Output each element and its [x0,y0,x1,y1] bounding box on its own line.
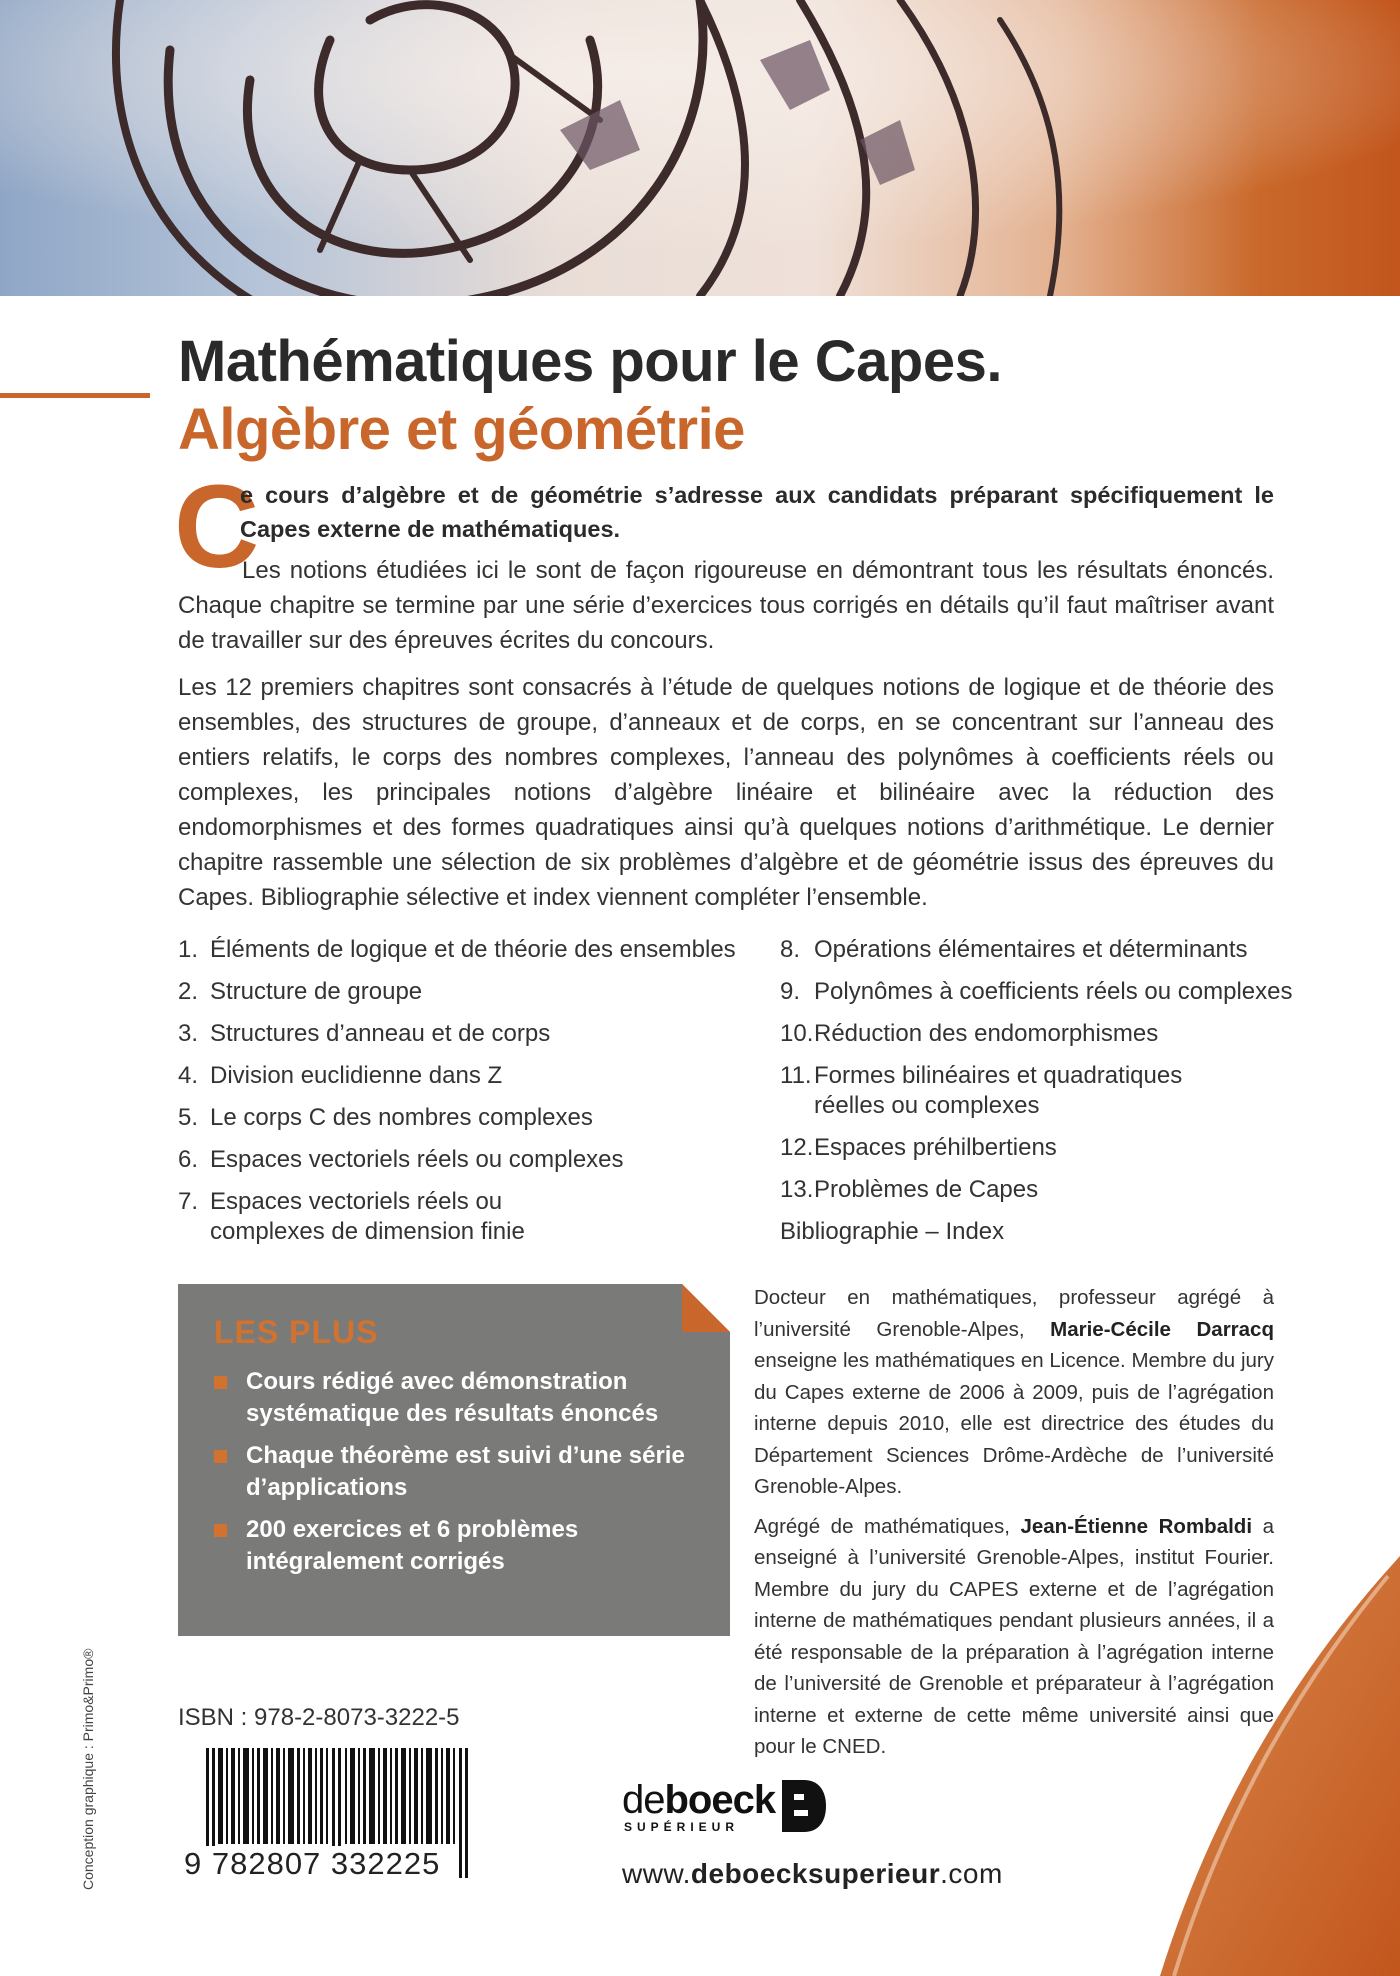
square-bullet-icon [214,1524,227,1537]
drop-cap: C [174,461,260,593]
chapter-item: 13. Problèmes de Capes [780,1176,1039,1203]
book-subtitle: Algèbre et géométrie [178,397,745,462]
chapter-item: 2. Structure de groupe [178,978,423,1005]
chapter-item: 10. Réduction des endomorphismes [780,1020,1159,1047]
author-bio-2: Agrégé de mathématiques, Jean-Étienne Rombaldi a enseigné à l’université Grenoble-Alpes, institut Fourier. Membre du jury du CAPES externe et de l’agrégation interne de mathématiques pendant plusieurs années, il a été responsable de la préparation à l’agrégation interne de l’université de Grenoble et préparateur à l’agrégation interne et externe de cette même université ainsi que pour le CNED. [754,1514,1275,1758]
chapter-item: 1. Éléments de logique et de théorie des ensembles [178,936,736,963]
chapter-item: 4. Division euclidienne dans Z [178,1062,503,1089]
author-bio-1: Docteur en mathématiques, professeur agrégé à l’université Grenoble-Alpes, Marie-Cécile Darracq enseigne les mathématiques en Licence. Membre du jury du Capes externe de 2006 à 2009, puis de l’agrégation interne depuis 2010, elle est directrice des études du Département Sciences Drôme-Ardèche de l’université Grenoble-Alpes. [754,1286,1274,1498]
author-name-2: Jean-Étienne Rombaldi [1020,1514,1253,1538]
highlights-box [178,1284,730,1636]
publisher-website[interactable]: www.deboecksuperieur.com [622,1858,1003,1889]
bibliography-index: Bibliographie – Index [780,1218,1005,1245]
chapter-item: 11. Formes bilinéaires et quadratiques réelles ou complexes [780,1062,1183,1119]
highlight-item: 200 exercices et 6 problèmes intégralement corrigés [214,1514,704,1578]
author-name-1: Marie-Cécile Darracq [1050,1317,1274,1341]
square-bullet-icon [214,1376,227,1389]
book-title: Mathématiques pour le Capes. [178,329,1002,394]
isbn-text: ISBN : 978-2-8073-3222-5 [178,1704,460,1731]
chapter-item: 3. Structures d’anneau et de corps [178,1020,551,1047]
intro-lead: e cours d’algèbre et de géométrie s’adresse aux candidats préparant spécifiquement le Capes externe de mathématiques. [240,482,1274,542]
box-corner-fold [682,1284,730,1332]
highlight-item: Chaque théorème est suivi d’une série d’applications [214,1440,704,1504]
highlight-item: Cours rédigé avec démonstration systématique des résultats énoncés [214,1366,704,1430]
chapter-item: 12. Espaces préhilbertiens [780,1134,1057,1161]
square-bullet-icon [214,1450,227,1463]
intro-paragraph-2: Les 12 premiers chapitres sont consacrés à l’étude de quelques notions de logique et de théorie des ensembles, des structures de groupe, d’anneaux et de corps, en se concentrant sur l’anneau des entiers relatifs, le corps des nombres complexes, l’anneau des polynômes à coefficients réels ou complexes, les principales notions d’algèbre linéaire et bilinéaire avec la réduction des endomorphismes et des formes quadratiques ainsi qu’à quelques notions d’arithmétique. Le dernier chapitre rassemble une sélection de six problèmes d’algèbre et de géométrie issus des épreuves du Capes. Bibliographie sélective et index viennent compléter l’ensemble. [178,674,1274,911]
publisher-logo: deboeck SUPÉRIEUR [622,1778,832,1840]
chapter-item: 5. Le corps C des nombres complexes [178,1104,593,1131]
orange-swoosh [1140,1556,1400,1976]
deboeck-d-icon [782,1780,826,1832]
highlights-title: LES PLUS [214,1314,379,1350]
chapter-item: 6. Espaces vectoriels réels ou complexes [178,1146,624,1173]
title-rule [0,393,150,398]
intro-paragraph-1: Les notions étudiées ici le sont de façon rigoureuse en démontrant tous les résultats énoncés. Chaque chapitre se termine par une série d’exercices tous corrigés en détails qu’il faut maîtriser avant de travailler sur des épreuves écrites du concours. [178,557,1274,654]
chapter-list-right [780,935,1300,1247]
highlights-list [214,1366,704,1588]
design-credit: Conception graphique : Primo&Primo® [80,1648,96,1890]
chapter-item: 7. Espaces vectoriels réels ou complexes de dimension finie [178,1188,525,1245]
chapter-item: 9. Polynômes à coefficients réels ou complexes [780,978,1293,1005]
cover-photo [0,0,1400,296]
chapter-list-left [178,935,738,1259]
nautilus-shell-image [0,0,1400,296]
chapter-item: 8. Opérations élémentaires et déterminants [780,936,1248,963]
barcode-digits: 9 782807 332225 [184,1846,441,1881]
